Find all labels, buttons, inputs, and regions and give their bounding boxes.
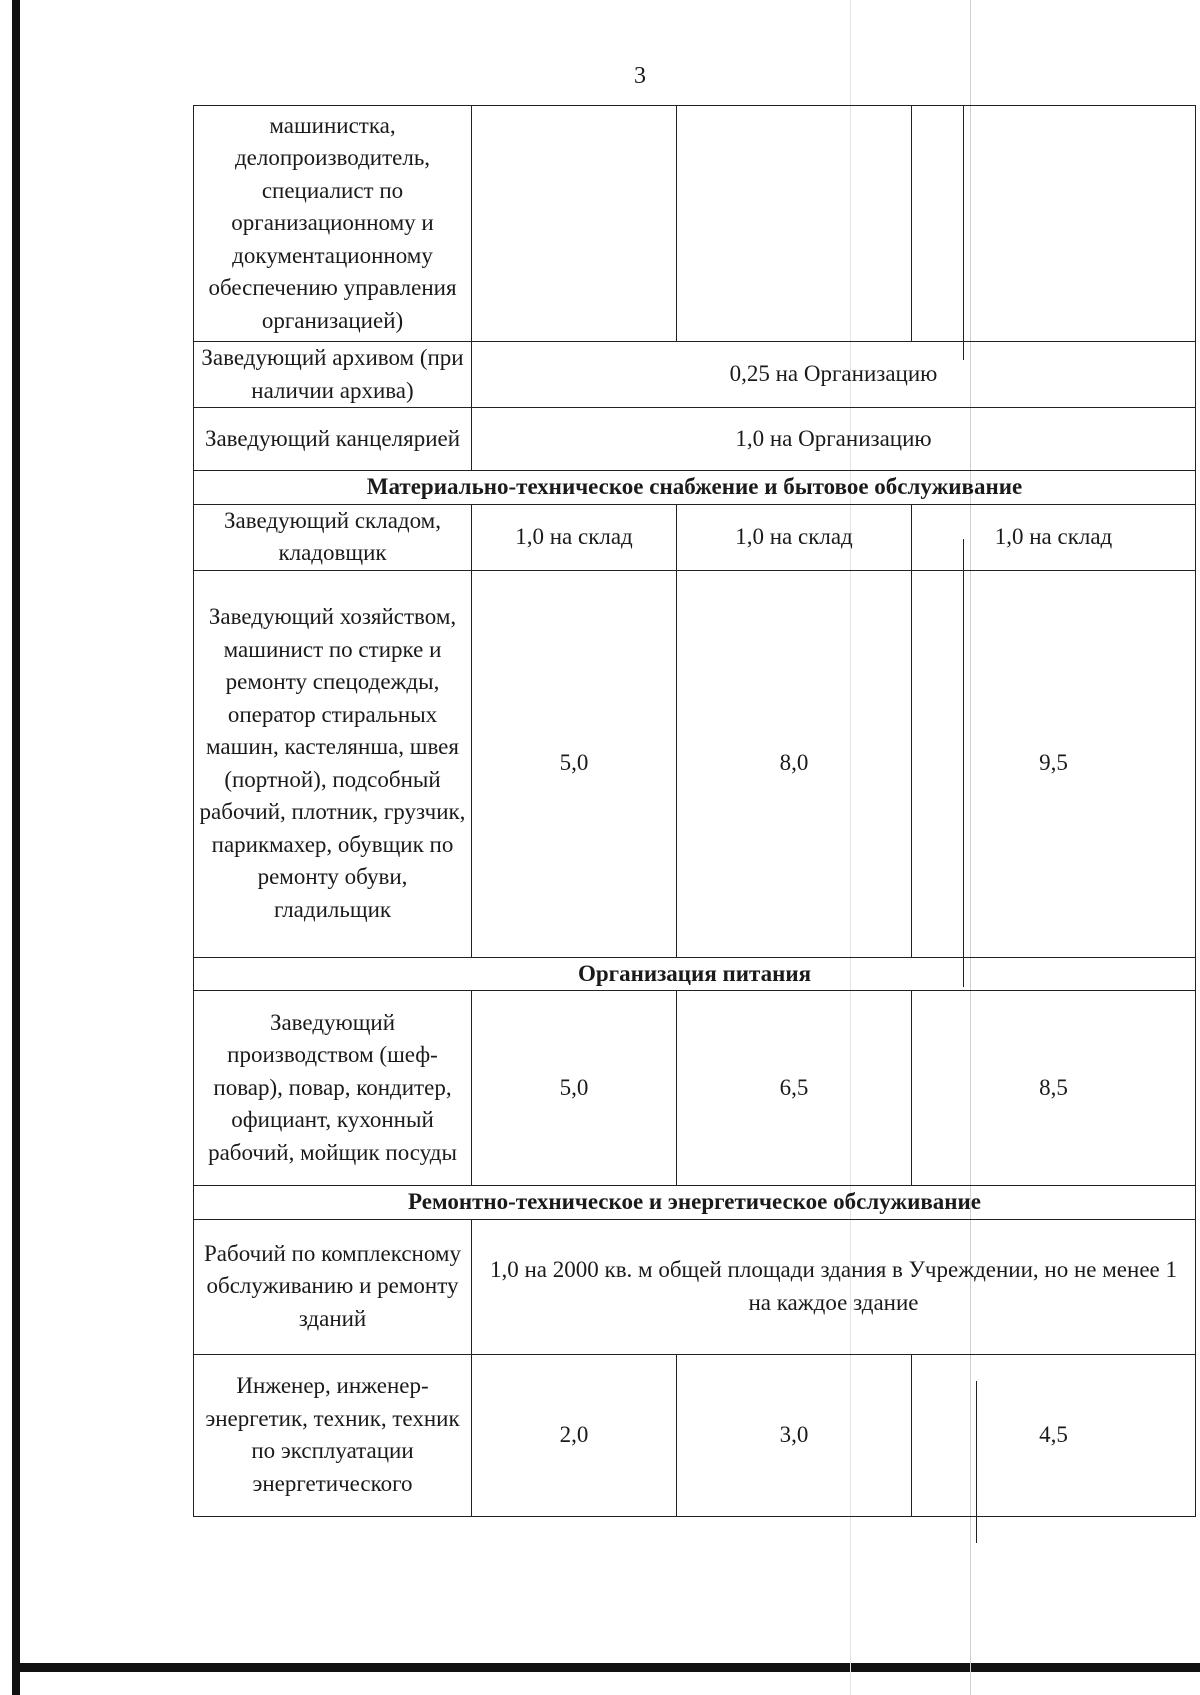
staffing-norms-table [193,105,1196,1517]
section-title: Материально-техническое снабжение и бытовое обслуживание [194,471,1196,505]
table-row [194,1219,1196,1354]
value-cell: 6,5 [677,991,912,1186]
table-row [194,991,1196,1186]
table-row [194,570,1196,957]
merged-value-cell: 1,0 на Организацию [472,408,1196,471]
value-cell: 1,0 на склад [677,504,912,570]
section-row [194,471,1196,505]
section-title: Ремонтно-техническое и энергетическое обслуживание [194,1186,1196,1220]
value-cell: 5,0 [472,570,677,957]
value-cell: 8,5 [912,991,1196,1186]
merged-value-cell: 1,0 на 2000 кв. м общей площади здания в Учреждении, но не менее 1 на каждое здание [472,1219,1196,1354]
inner-divider [963,105,964,360]
section-title: Организация питания [194,957,1196,991]
section-row [194,1186,1196,1220]
merged-value-cell: 0,25 на Организацию [472,342,1196,408]
section-row [194,957,1196,991]
position-cell: Заведующий канцелярией [194,408,472,471]
scan-bottom-edge [20,1663,1200,1672]
position-cell: Заведующий производством (шеф-повар), повар, кондитер, официант, кухонный рабочий, мойщик посуды [194,991,472,1186]
position-cell: машинистка, делопроизводитель, специалист по организационному и документационному обеспечению управления организацией) [194,106,472,342]
table-row [194,342,1196,408]
position-cell: Рабочий по комплексному обслуживанию и ремонту зданий [194,1219,472,1354]
position-cell: Инженер, инженер-энергетик, техник, техник по эксплуатации энергетического [194,1354,472,1516]
value-cell [912,106,1196,342]
inner-divider [963,539,964,987]
position-cell: Заведующий складом, кладовщик [194,504,472,570]
value-cell [677,106,912,342]
value-cell: 1,0 на склад [472,504,677,570]
inner-divider [976,1381,977,1543]
value-cell: 1,0 на склад [912,504,1196,570]
value-cell: 4,5 [912,1354,1196,1516]
position-cell: Заведующий хозяйством, машинист по стирке и ремонту спецодежды, оператор стиральных машин, кастелянша, швея (портной), подсобный рабочий, плотник, грузчик, парикмахер, обувщик по ремонту обуви, гладильщик [194,570,472,957]
table-row [194,1354,1196,1516]
value-cell [472,106,677,342]
scan-left-edge [12,0,20,1695]
value-cell: 5,0 [472,991,677,1186]
position-cell: Заведующий архивом (при наличии архива) [194,342,472,408]
value-cell: 3,0 [677,1354,912,1516]
page-number: 3 [634,63,646,89]
value-cell: 9,5 [912,570,1196,957]
table-row [194,504,1196,570]
value-cell: 8,0 [677,570,912,957]
table-row [194,106,1196,342]
value-cell: 2,0 [472,1354,677,1516]
table-row [194,408,1196,471]
